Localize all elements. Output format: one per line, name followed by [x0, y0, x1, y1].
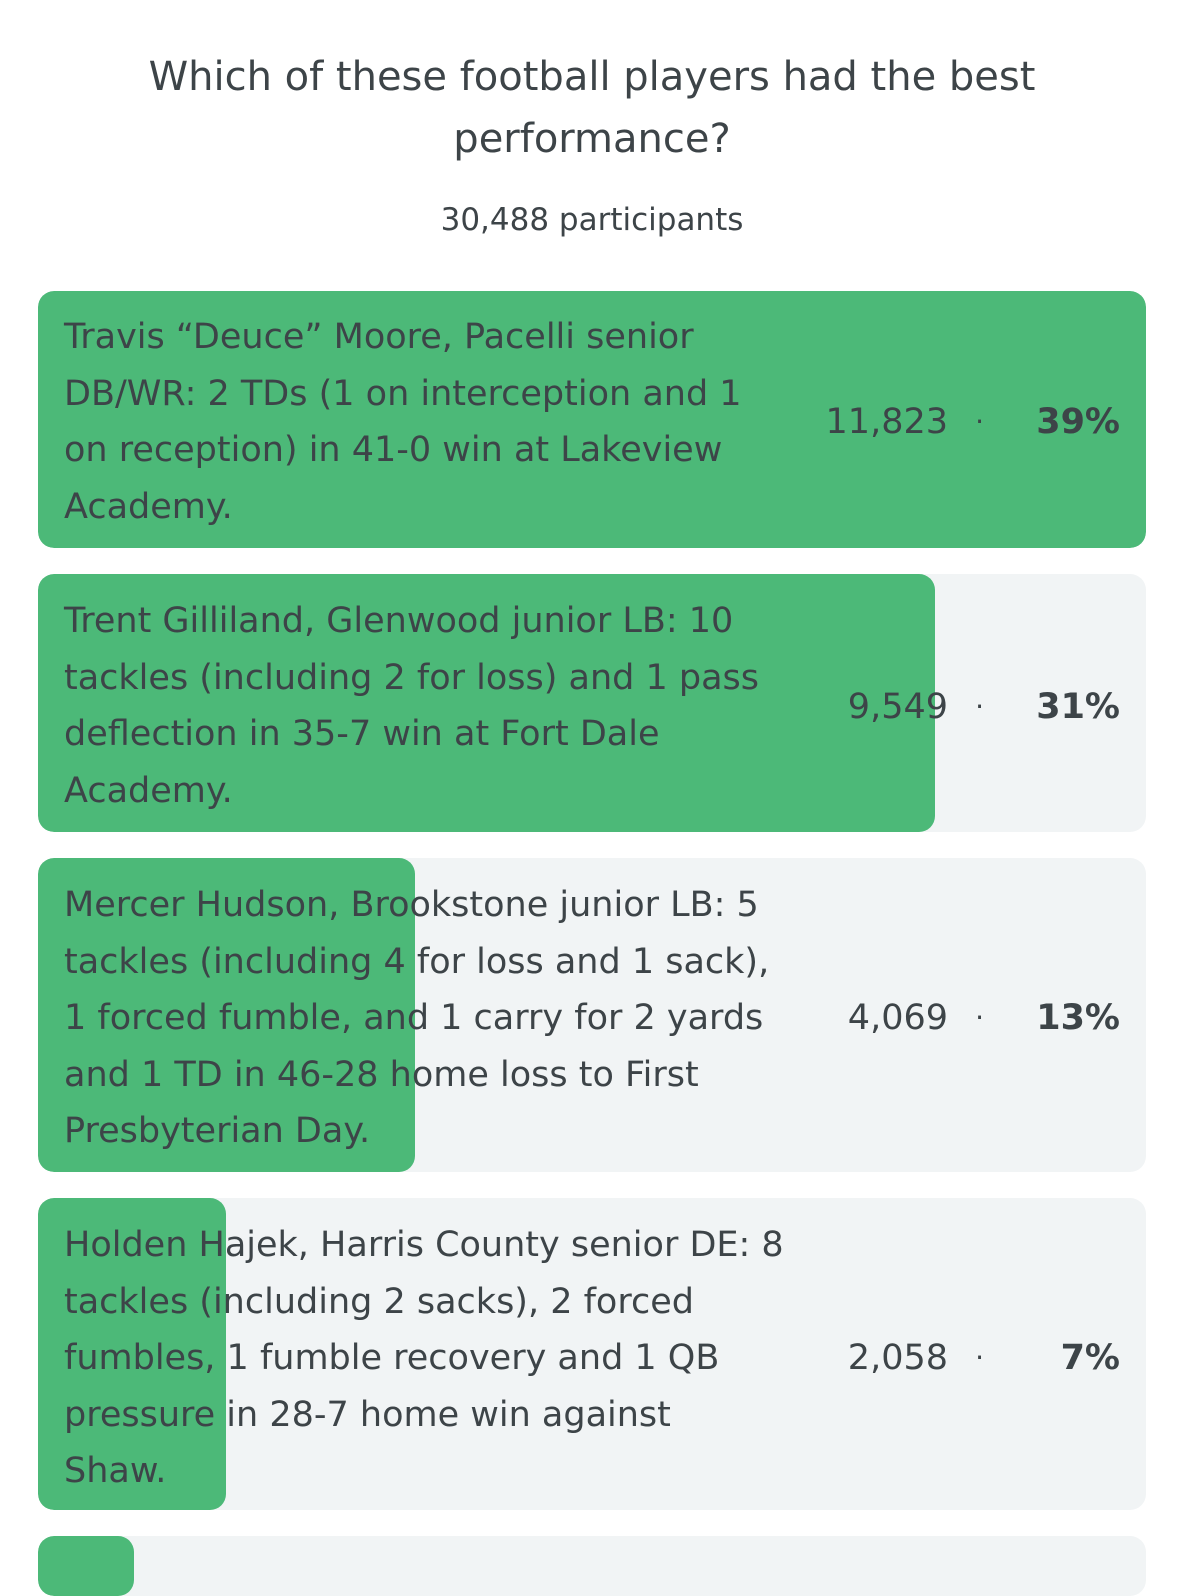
poll-option[interactable]: [38, 1198, 1146, 1510]
option-label: Holden Hajek, Harris County senior DE: 8 tackles (including 2 sacks), 2 forced fumbles, 1 fumble recovery and 1 QB pressure in 28-7 home win against Shaw.: [64, 1225, 784, 1491]
vote-percent: 31%: [1036, 687, 1120, 727]
vote-percent: 7%: [1060, 1338, 1120, 1378]
vote-count: 4,069: [847, 998, 948, 1038]
separator-dot: ·: [975, 690, 984, 723]
vote-percent: 13%: [1036, 998, 1120, 1038]
vote-count: 11,823: [825, 402, 948, 442]
vote-count: 9,549: [847, 687, 948, 727]
poll-question: Which of these football players had the best performance?: [148, 54, 1036, 162]
vote-share-bar: [38, 1536, 134, 1596]
poll-option[interactable]: [38, 291, 1146, 548]
participant-count: 30,488 participants: [440, 202, 744, 238]
separator-dot: ·: [975, 1001, 984, 1034]
poll-option[interactable]: [38, 1536, 1146, 1596]
option-label: Travis “Deuce” Moore, Pacelli senior DB/WR: 2 TDs (1 on interception and 1 on reception) in 41-0 win at Lakeview Academy.: [64, 317, 742, 527]
separator-dot: ·: [975, 1341, 984, 1374]
separator-dot: ·: [975, 405, 984, 438]
option-label: Mercer Hudson, Brookstone junior LB: 5 tackles (including 4 for loss and 1 sack), 1 forced fumble, and 1 carry for 2 yards and 1 TD in 46-28 home loss to First Presbyterian Day.: [64, 885, 770, 1151]
poll-option[interactable]: [38, 858, 1146, 1172]
option-label: Trent Gilliland, Glenwood junior LB: 10 tackles (including 2 for loss) and 1 pass deflection in 35-7 win at Fort Dale Academy.: [64, 601, 760, 811]
poll-option[interactable]: [38, 574, 1146, 832]
vote-count: 2,058: [847, 1338, 948, 1378]
vote-percent: 39%: [1036, 402, 1120, 442]
